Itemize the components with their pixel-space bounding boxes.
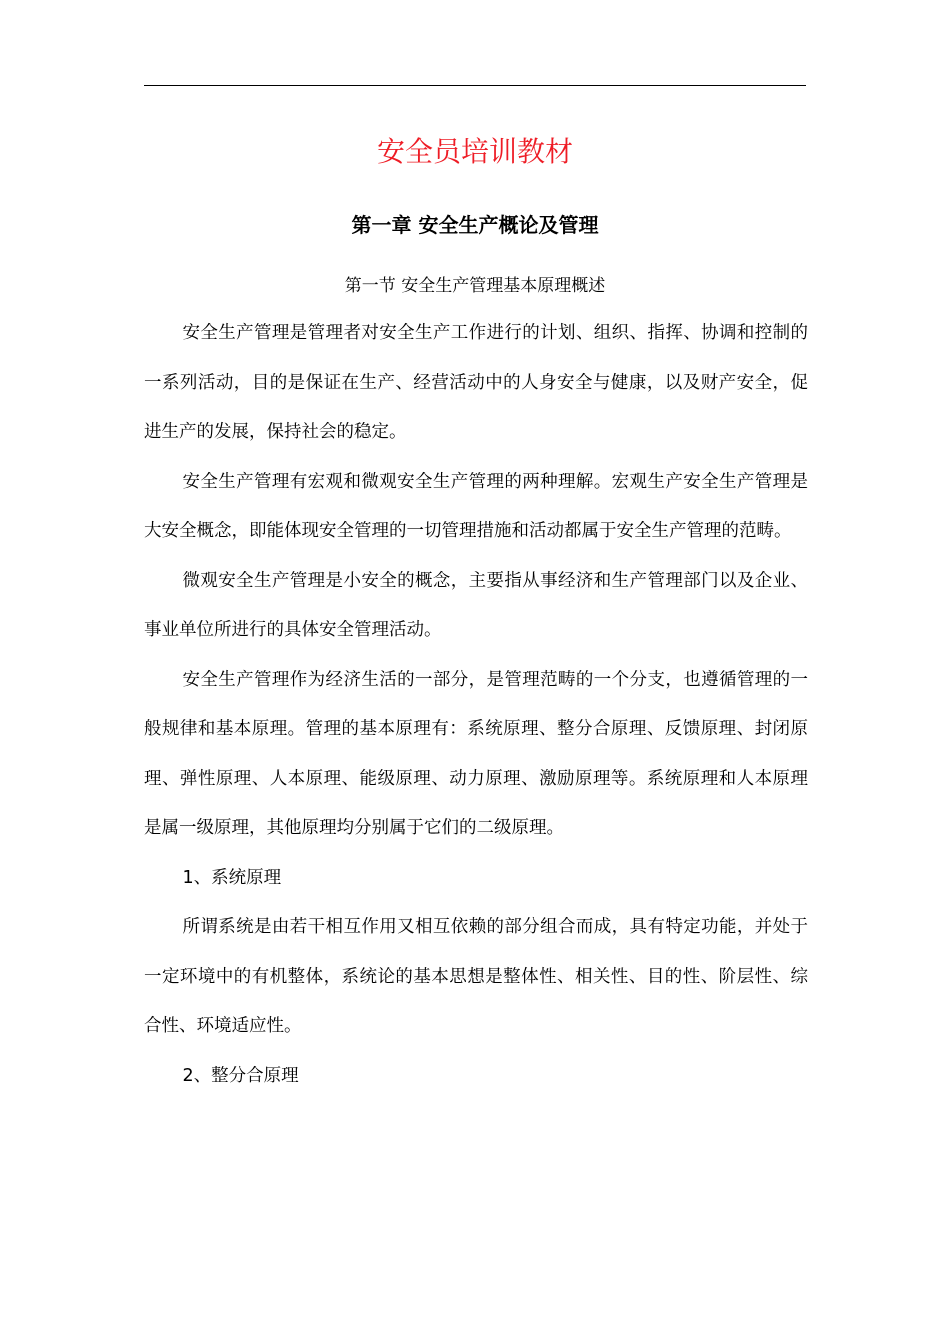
document-title: 安全员培训教材: [376, 135, 573, 168]
paragraph: 安全生产管理作为经济生活的一部分，是管理范畴的一个分支，也遵循管理的一般规律和基本原理。管理的基本原理有：系统原理、整分合原理、反馈原理、封闭原理、弹性原理、人本原理、能级原理、动力原理、激励原理等。系统原理和人本原理是属一级原理，其他原理均分别属于它们的二级原理。: [144, 669, 808, 838]
paragraph: 安全生产管理是管理者对安全生产工作进行的计划、组织、指挥、协调和控制的一系列活动，目的是保证在生产、经营活动中的人身安全与健康，以及财产安全，促进生产的发展，保持社会的稳定。: [144, 323, 808, 442]
subheading: 1、系统原理: [182, 867, 282, 888]
paragraph: 安全生产管理有宏观和微观安全生产管理的两种理解。宏观生产安全生产管理是大安全概念，即能体现安全管理的一切管理措施和活动都属于安全生产管理的范畴。: [144, 471, 808, 541]
subheading: 2、整分合原理: [182, 1065, 299, 1086]
section-title: 第一节 安全生产管理基本原理概述: [344, 276, 606, 296]
header-rule: [144, 85, 806, 86]
document-body: [144, 309, 808, 1101]
chapter-title: 第一章 安全生产概论及管理: [351, 213, 599, 237]
paragraph: 微观安全生产管理是小安全的概念，主要指从事经济和生产管理部门以及企业、事业单位所进行的具体安全管理活动。: [144, 570, 808, 640]
paragraph: 所谓系统是由若干相互作用又相互依赖的部分组合而成，具有特定功能，并处于一定环境中的有机整体，系统论的基本思想是整体性、相关性、目的性、阶层性、综合性、环境适应性。: [144, 917, 808, 1036]
